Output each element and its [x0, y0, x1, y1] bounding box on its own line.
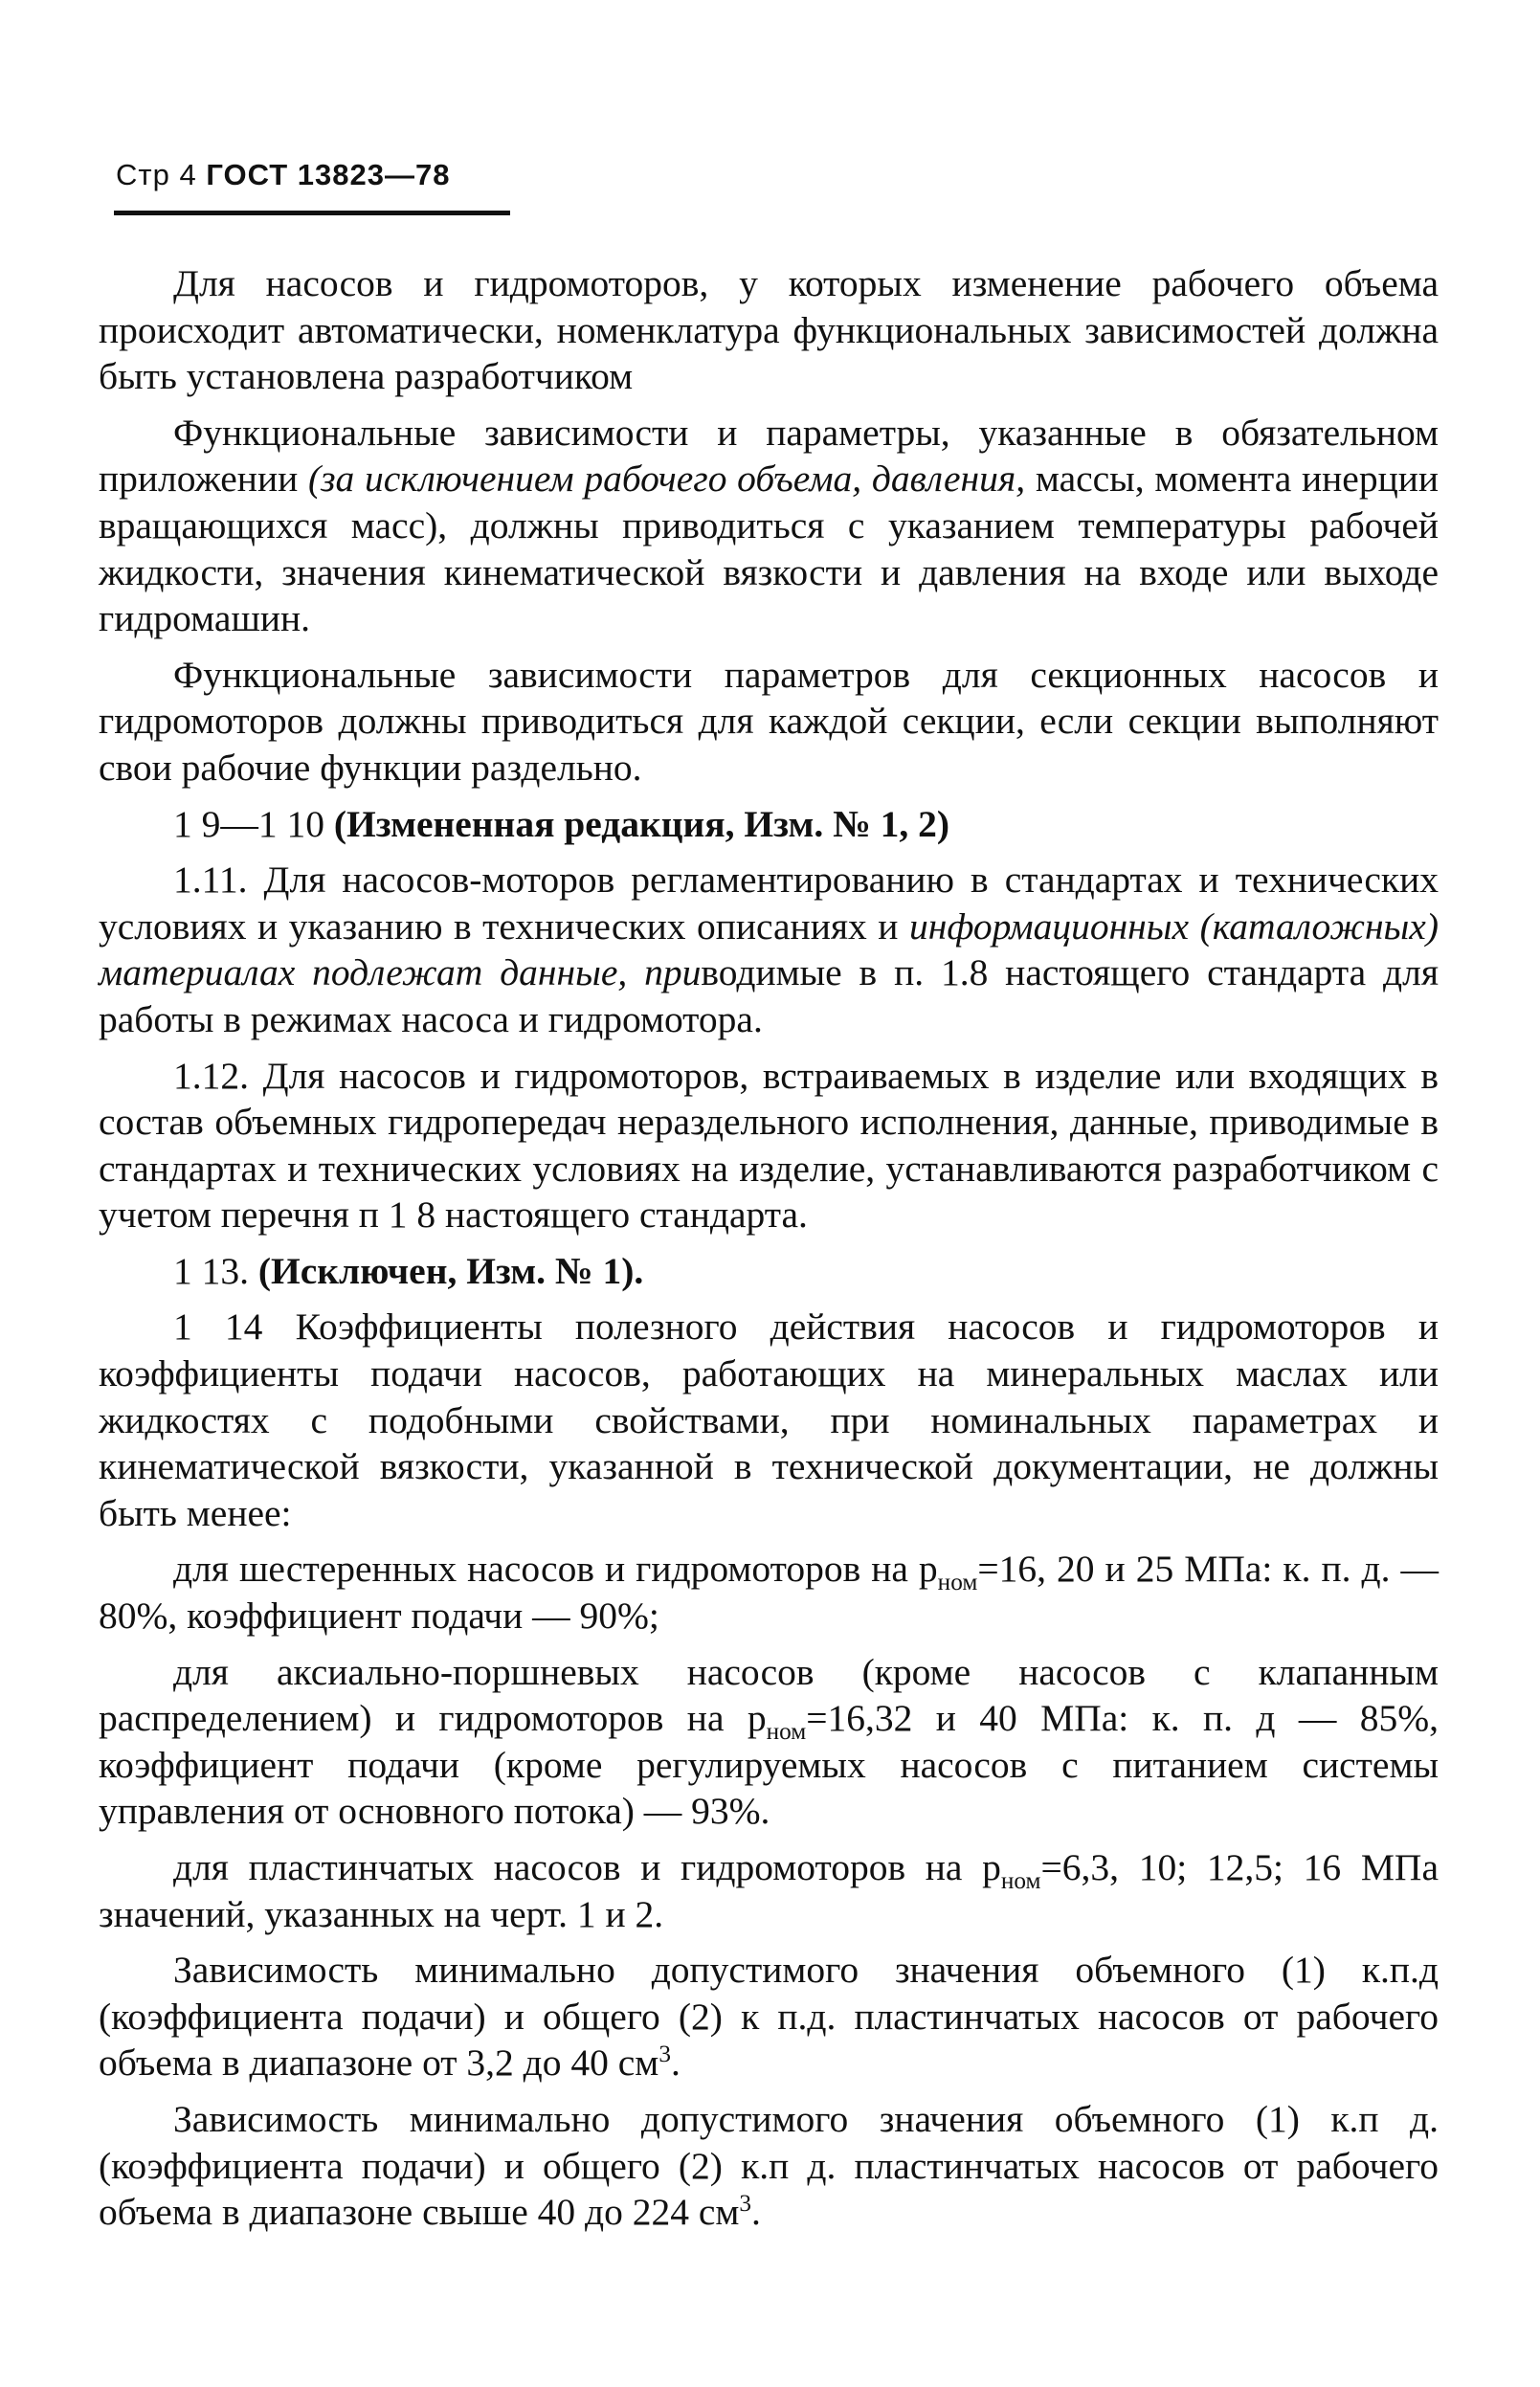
standard-title: ГОСТ 13823—78: [206, 158, 451, 191]
clause-1-11: 1.11. Для насосов-моторов регламентированию в стандартах и технических условиях и указанию в технических описаниях и информационных (каталожных) материалах подлежат данные, приводимые в п. 1.8 настоящего стандарта для работы в режимах насоса и гидромотора.: [99, 859, 1439, 1040]
paragraph: Функциональные зависимости и параметры, указанные в обязательном приложении (за исключением рабочего объема, давления, массы, момента инерции вращающихся масс), должны приводиться с указанием температуры рабочей жидкости, значения кинематической вязкости и давления на входе или выходе гидромашин.: [99, 411, 1439, 640]
page-header: [116, 158, 450, 192]
clause-1-13: 1 13. (Исключен, Изм. № 1).: [173, 1249, 644, 1292]
clause-1-14: 1 14 Коэффициенты полезного действия насосов и гидромоторов и коэффициенты подачи насосов, работающих на минеральных маслах или жидкостях с подобными свойствами, при номинальных параметрах и кинематической вязкости, указанной в технической документации, не должны быть менее:: [99, 1305, 1439, 1534]
dependency-note-1: Зависимость минимально допустимого значения объемного (1) к.п.д (коэффициента подачи) и общего (2) к п.д. пластинчатых насосов от рабочего объема в диапазоне от 3,2 до 40 $см^3$.: [99, 1949, 1439, 2085]
amendment-note: 1 9—1 10 (Измененная редакция, Изм. № 1, 2): [173, 802, 950, 845]
gear-pumps-requirement: для шестеренных насосов и гидромоторов на $p_{ном}=16$, 20 и 25 МПа: к. п. д. — 80%, коэффициент подачи — 90%;: [99, 1548, 1439, 1638]
vane-pumps-requirement: для пластинчатых насосов и гидромоторов на $p_{ном}=6,3$, 10; 12,5; 16 МПа значений, указанных на черт. 1 и 2.: [99, 1846, 1439, 1935]
paragraph: Функциональные зависимости параметров для секционных насосов и гидромоторов должны приводиться для каждой секции, если секции выполняют свои рабочие функции раздельно.: [99, 653, 1439, 789]
clause-1-12: 1.12. Для насосов и гидромоторов, встраиваемых в изделие или входящих в состав объемных гидропередач нераздельного исполнения, данные, приводимые в стандартах и технических условиях на изделие, устанавливаются разработчиком с учетом перечня п 1 8 настоящего стандарта.: [99, 1054, 1439, 1237]
page-number: Стр 4: [116, 158, 197, 191]
document-body: [99, 260, 1439, 2236]
dependency-note-2: Зависимость минимально допустимого значения объемного (1) к.п д. (коэффициента подачи) и общего (2) к.п д. пластинчатых насосов от рабочего объема в диапазоне свыше 40 до 224 $см^3$.: [99, 2097, 1439, 2234]
axial-piston-requirement: для аксиально-поршневых насосов (кроме насосов с клапанным распределением) и гидромоторов на $p_{ном}=16,32$ и 40 МПа: к. п. д — 85%, коэффициент подачи (кроме регулируемых насосов с питанием системы управления от основного потока) — 93%.: [99, 1650, 1439, 1833]
paragraph: Для насосов и гидромоторов, у которых изменение рабочего объема происходит автоматически, номенклатура функциональных зависимостей должна быть установлена разработчиком: [99, 262, 1439, 398]
header-rule: [114, 211, 510, 215]
